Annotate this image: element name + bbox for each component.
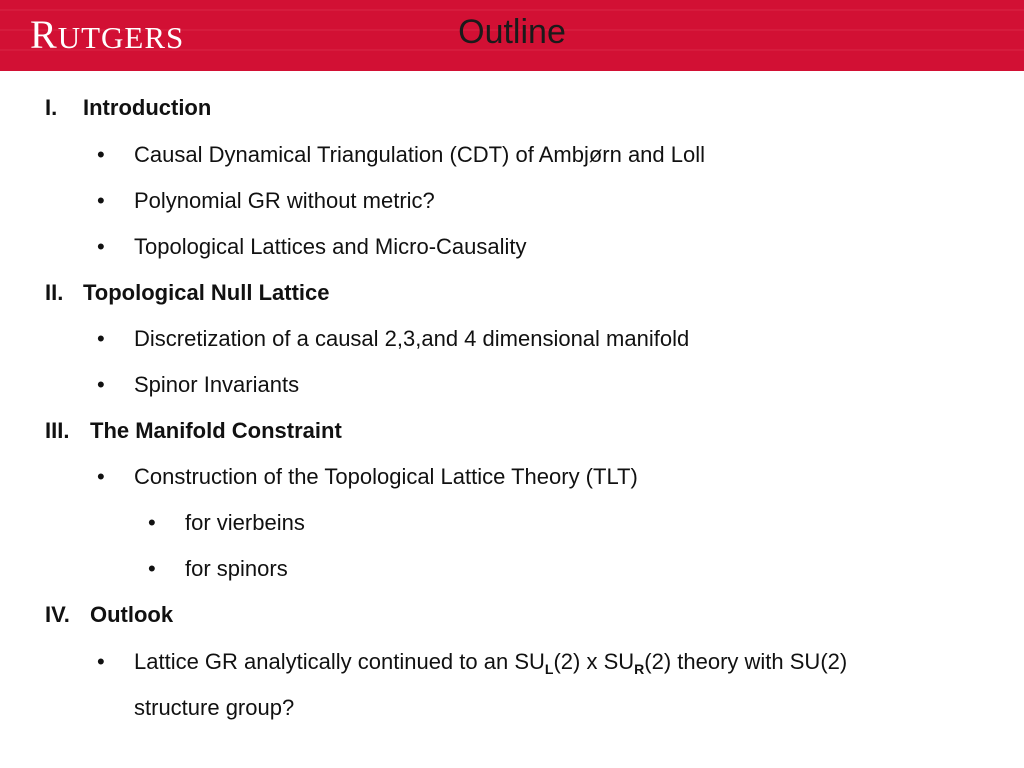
bullet-icon: • xyxy=(97,372,105,397)
section-title: Topological Null Lattice xyxy=(83,280,330,305)
bullet-icon: • xyxy=(97,649,105,674)
list-item-text: Lattice GR analytically continued to an $SU_L(2)$ x $SU_R(2)$ theory with SU(2) xyxy=(134,649,848,677)
bullet-icon: • xyxy=(97,464,105,489)
section-numeral: II. xyxy=(45,280,64,305)
rutgers-logo: RUTGERS xyxy=(30,12,185,57)
slide-title: Outline xyxy=(458,13,566,51)
header-banner xyxy=(0,0,1024,71)
section-title: The Manifold Constraint xyxy=(90,418,342,443)
bullet-icon: • xyxy=(97,188,105,213)
section-numeral: III. xyxy=(45,418,70,443)
bullet-icon: • xyxy=(97,234,105,259)
bullet-icon: • xyxy=(148,556,156,581)
bullet-icon: • xyxy=(97,326,105,351)
section-title: Outlook xyxy=(90,602,174,627)
section-numeral: IV. xyxy=(45,602,70,627)
section-numeral: I. xyxy=(45,95,58,120)
bullet-icon: • xyxy=(97,142,105,167)
section-title: Introduction xyxy=(83,95,212,120)
slide: RUTGERS Outline I. Introduction • Causal Dynamical Triangulation (CDT) of Ambjørn and Loll • Polynomial GR without metric? • Topological Lattices and Micro-Causality II. Topological Null Lattice • Discretization of a causal 2,3,and 4 dimensional manifold • Spinor Invariants III. The Manifold Constraint • Construction of the Topological Lattice Theory (TLT) • for vierbeins • for spinors IV. Outlook • Lattice GR analytically continued to an $SU_L(2)$ x $SU_R(2)$ theory with SU(2) structure group? xyxy=(0,0,1024,768)
bullet-icon: • xyxy=(148,510,156,535)
